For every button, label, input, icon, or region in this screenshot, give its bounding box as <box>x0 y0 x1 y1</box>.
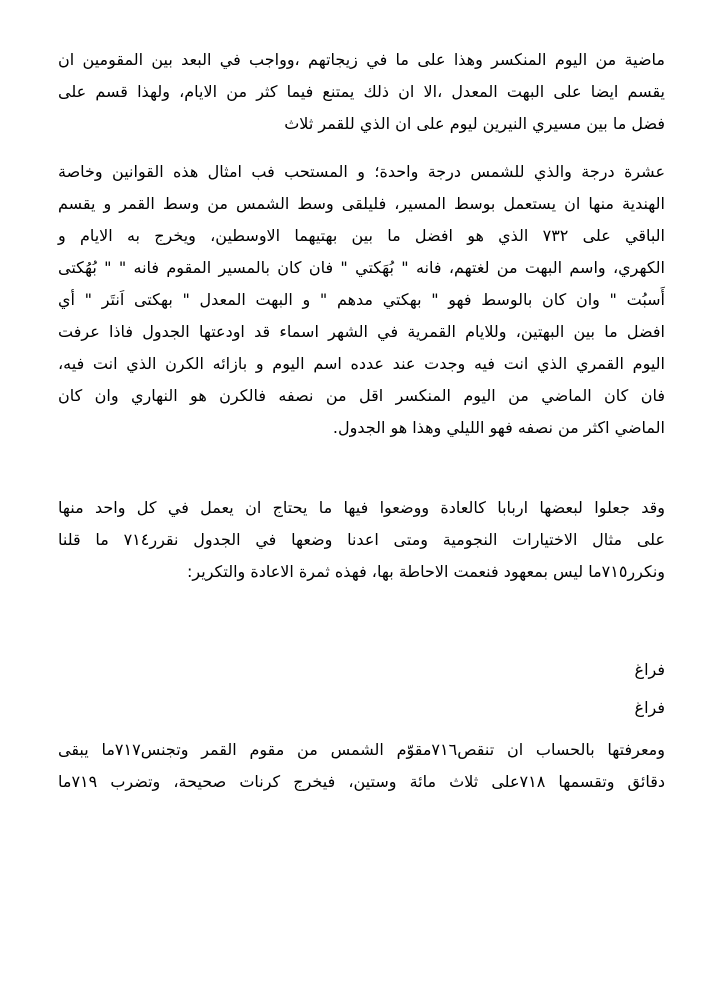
paragraph-1 <box>58 44 665 140</box>
text-line: الكهري، واسم البهت من لغتهم، فانه " بُهَكتي " فان كان بالمسير المقوم فانه " " بُهُكتى <box>58 258 665 277</box>
text-line: فان كان الماضي من اليوم المنكسر اقل من نصفه فالكرن هو النهاري وان كان <box>58 386 665 405</box>
paragraph-4 <box>58 734 665 798</box>
text-line: فراغ <box>634 698 665 717</box>
text-line: أَسبُت " وان كان بالوسط فهو " بهكتي مدهم " و البهت المعدل " بهكتى اَنتَر " أي <box>58 290 665 309</box>
blank-marker-1 <box>58 654 665 686</box>
text-line: يقسم ايضا على البهت المعدل ،الا ان ذلك يمتنع فيما كثر من الايام، ولهذا قسم على <box>58 82 665 101</box>
text-line: ومعرفتها بالحساب ان تنقص٧١٦مقوّم الشمس من مقوم القمر وتجنس٧١٧ما يبقى <box>58 740 665 759</box>
text-line: على مثال الاختيارات النجومية ومتى اعدنا وضعها في الجدول نقرر٧١٤ ما قلنا <box>58 530 665 549</box>
text-line: وقد جعلوا لبعضها اربابا كالعادة ووضعوا فيها ما يحتاج ان يعمل في كل واحد منها <box>58 498 665 517</box>
text-line: افضل ما بين البهتين، وللايام القمرية في الشهر اسماء قد اودعتها الجدول فاذا عرفت <box>58 322 665 341</box>
paragraph-3 <box>58 492 665 588</box>
blank-marker-2 <box>58 692 665 724</box>
text-line: فضل ما بين مسيري النيرين ليوم على ان الذي للقمر ثلاث <box>284 114 665 133</box>
text-line: دقائق وتقسمها ٧١٨على ثلاث مائة وستين، فيخرج كرنات صحيحة، وتضرب ٧١٩ما <box>58 772 666 791</box>
text-line: الباقي على ٧٣٢ الذي هو افضل ما بين بهتيهما الاوسطين، ويخرج به الايام و <box>58 226 666 245</box>
text-line: فراغ <box>634 660 665 679</box>
text-line: الماضي اكثر من نصفه فهو الليلي وهذا هو الجدول. <box>332 418 665 437</box>
text-line: ماضية من اليوم المنكسر وهذا على ما في زيجاتهم ،وواجب في البعد بين المقومين ان <box>58 50 665 69</box>
text-line: عشرة درجة والذي للشمس درجة واحدة؛ و المستحب فب امثال هذه القوانين وخاصة <box>58 162 665 181</box>
text-line: الهندية منها ان يستعمل بوسط المسير، فليلقى وسط الشمس من وسط القمر و يقسم <box>58 194 665 213</box>
text-line: اليوم القمري الذي انت فيه وجدت عند عدده اسم اليوم و بازائه الكرن الذي انت فيه، <box>58 354 665 373</box>
text-line: ونكرر٧١٥ما ليس بمعهود فنعمت الاحاطة بها، فهذه ثمرة الاعادة والتكرير: <box>187 562 665 581</box>
paragraph-2 <box>58 156 665 444</box>
